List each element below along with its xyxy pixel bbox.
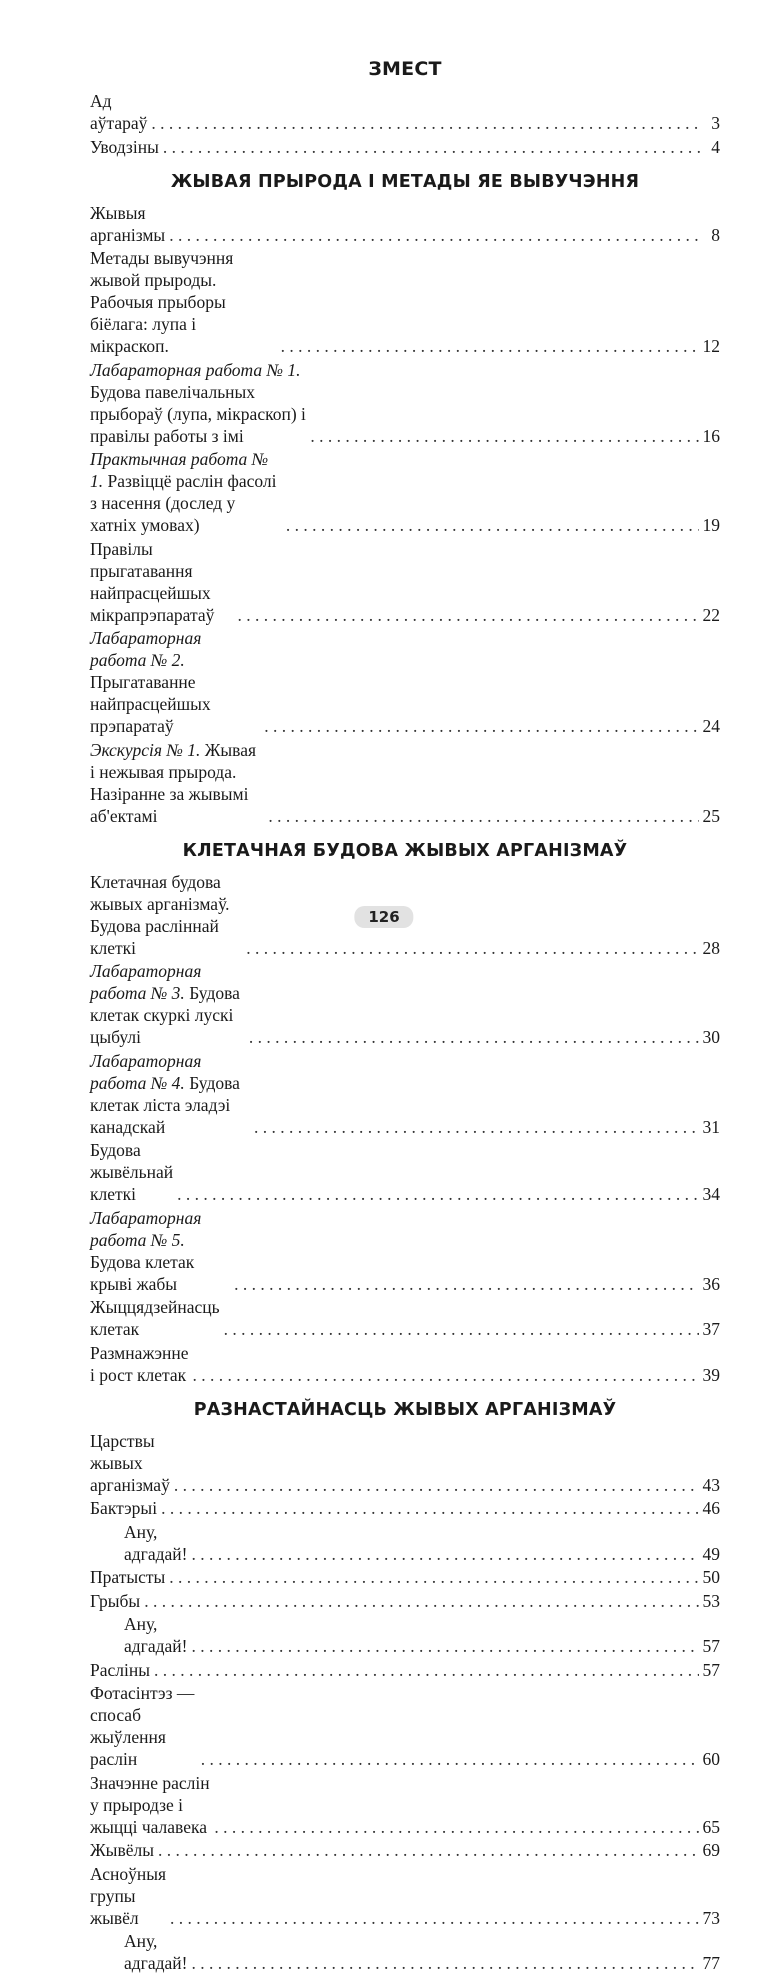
toc-entry-text: [124, 1613, 187, 1657]
dot-leader: [170, 1907, 698, 1929]
dot-leader: [286, 514, 699, 536]
toc-entry[interactable]: [90, 90, 720, 134]
dot-leader: [158, 1839, 699, 1861]
section-entry-list: [90, 871, 720, 1386]
dot-leader: [268, 805, 698, 827]
dot-leader: [161, 1497, 698, 1519]
toc-entry[interactable]: [90, 136, 720, 158]
toc-entry-title: Грыбы: [90, 1590, 141, 1611]
toc-entry-page: 57: [702, 1659, 720, 1680]
toc-entry-label: Лабараторная работа № 5.: [90, 1207, 202, 1250]
toc-entry[interactable]: [90, 1613, 720, 1657]
toc-entry-page: 39: [702, 1364, 720, 1385]
toc-entry-title: Будова павелічальных прыбораў (лупа, мікраскоп) і правілы работы з імі: [90, 381, 306, 446]
dot-leader: [154, 1659, 699, 1681]
dot-leader: [169, 224, 700, 246]
toc-entry[interactable]: [90, 1682, 720, 1770]
toc-entry-title: Размнажэнне і рост клетак: [90, 1342, 189, 1385]
toc-entry-title: Будова клетак ліста эладэі канадскай: [90, 1072, 240, 1137]
dot-leader: [310, 425, 698, 447]
toc-entry-page: 57: [702, 1636, 720, 1656]
toc-entry[interactable]: [90, 247, 720, 357]
toc-entry-page: 25: [702, 805, 720, 826]
toc-entry-text: [90, 247, 277, 357]
page-number-badge: 126: [354, 906, 413, 928]
toc-entry-page: 31: [702, 1116, 720, 1137]
toc-entry-page: 73: [702, 1907, 720, 1928]
toc-entry-title: Ану, адгадай!: [124, 1521, 188, 1564]
toc-entry[interactable]: [90, 739, 720, 827]
toc-entry-page: 28: [702, 937, 720, 958]
toc-entry-label: Практычная работа № 1.: [90, 449, 269, 491]
toc-entry-page: 8: [711, 224, 720, 245]
toc-entry-text: [90, 739, 264, 827]
toc-entry-text: Уводзіны: [90, 136, 159, 157]
toc-entry-title: Метады вывучэння жывой прыроды. Рабочыя прыборы біёлага: лупа і мікраскоп.: [90, 248, 234, 356]
toc-entry-label: Экскурсія № 1.: [90, 739, 201, 760]
toc-entry-title: Будова жывёльнай клеткі: [90, 1140, 174, 1204]
toc-entry-title: Бактэрыі: [90, 1498, 158, 1518]
toc-entry[interactable]: [90, 1839, 720, 1861]
toc-entry-page: 16: [702, 425, 720, 446]
toc-entry-page: 43: [702, 1474, 720, 1495]
toc-entry-text: [90, 1497, 157, 1519]
toc-entry-title: Ану, адгадай!: [124, 1614, 188, 1656]
toc-entry-text: [90, 1050, 250, 1138]
dot-leader: [191, 1635, 698, 1657]
toc-entry-page: 50: [702, 1567, 720, 1587]
toc-entry-text: [90, 448, 282, 536]
toc-entry-page: 34: [702, 1184, 720, 1204]
toc-entry-title: Клетачная будова жывых арганізмаў. Будова раслiннай клеткі: [90, 871, 230, 958]
toc-entry[interactable]: [90, 1497, 720, 1519]
toc-entry-text: [90, 1590, 140, 1612]
toc-entry-page: 36: [702, 1273, 720, 1294]
toc-entry[interactable]: [90, 202, 720, 246]
toc-entry[interactable]: [90, 627, 720, 737]
toc-entry-page: 37: [702, 1319, 720, 1339]
dot-leader: [234, 1273, 698, 1295]
toc-entry-text: [90, 1863, 166, 1929]
toc-entry-text: [124, 1930, 187, 1974]
toc-entry[interactable]: [90, 1930, 720, 1974]
dot-leader: [192, 1364, 698, 1386]
toc-entry[interactable]: [90, 1566, 720, 1588]
toc-entry-text: [90, 1566, 165, 1588]
toc-entry-text: [90, 1772, 210, 1838]
toc-entry-page: 46: [702, 1498, 720, 1518]
toc-entry[interactable]: [90, 1050, 720, 1138]
toc-entry-title: Фотасінтэз — спосаб жыўлення раслін: [90, 1683, 195, 1769]
dot-leader: [237, 604, 698, 626]
toc-entry-text: [90, 1659, 150, 1681]
toc-entry-title: Жыццядзейнасць клетак: [90, 1297, 220, 1339]
dot-leader: [281, 335, 699, 357]
toc-entry[interactable]: [90, 1659, 720, 1681]
toc-entry-text: [90, 1430, 170, 1496]
section-entry-list: [90, 202, 720, 827]
toc-entry[interactable]: [90, 359, 720, 447]
toc-entry-text: [90, 627, 260, 737]
toc-entry-page: 69: [702, 1840, 720, 1860]
toc-entry-title: Жывёлы: [90, 1840, 154, 1860]
toc-entry[interactable]: [90, 1207, 720, 1295]
dot-leader: [177, 1183, 698, 1205]
toc-entry-label: Лабараторная работа № 3.: [90, 961, 202, 1003]
dot-leader: [144, 1590, 698, 1612]
toc-entry[interactable]: [90, 960, 720, 1048]
dot-leader: [254, 1116, 698, 1138]
toc-entry-title: Жывыя арганізмы: [90, 202, 166, 245]
toc-entry[interactable]: [90, 1139, 720, 1205]
toc-entry-text: Ад аўтараў: [90, 91, 148, 133]
toc-entry-text: [90, 960, 245, 1048]
section-entry-list: [90, 1430, 720, 1975]
toc-entry[interactable]: [90, 1863, 720, 1929]
dot-leader: [214, 1816, 698, 1838]
toc-entry-text: [90, 538, 233, 626]
toc-entry[interactable]: [90, 1521, 720, 1565]
dot-leader: [151, 112, 700, 134]
toc-entry[interactable]: [90, 1296, 720, 1340]
dot-leader: [224, 1318, 699, 1340]
toc-entry[interactable]: [90, 448, 720, 536]
toc-entry[interactable]: [90, 1772, 720, 1838]
toc-entry-text: [90, 1839, 154, 1861]
toc-entry-page: 77: [702, 1953, 720, 1973]
toc-entry-text: [90, 202, 165, 246]
toc-entry-page: 19: [702, 515, 720, 535]
toc-entry-title: Пратысты: [90, 1567, 166, 1587]
dot-leader: [163, 136, 700, 158]
toc-entry[interactable]: [90, 1342, 720, 1386]
toc-entry-title: Асноўныя групы жывёл: [90, 1863, 167, 1928]
dot-leader: [191, 1952, 698, 1974]
toc-entry-title: Будова клетак скуркі лускі цыбулі: [90, 983, 240, 1047]
toc-entry-page: 4: [711, 136, 720, 157]
toc-entry-text: [90, 1207, 230, 1295]
dot-leader: [246, 937, 698, 959]
toc-entry-page: 30: [702, 1027, 720, 1047]
toc-entry-title: Прыгатаванне найпрасцейшых прэпаратаў: [90, 672, 211, 736]
toc-entry-page: 49: [702, 1543, 720, 1564]
toc-entry-title: Царствы жывых арганізмаў: [90, 1430, 170, 1495]
toc-entry-label: Лабараторная работа № 1.: [90, 359, 301, 380]
toc-entry-page: 22: [702, 604, 720, 625]
toc-entry-text: [90, 1342, 188, 1386]
toc-entry-page: 53: [702, 1590, 720, 1611]
toc-entry-page: 3: [711, 113, 720, 133]
toc-entry-label: Лабараторная работа № 4.: [90, 1050, 202, 1093]
toc-entry-text: [90, 1682, 197, 1770]
toc-entry-title: Развіццё раслін фасолі з насення (дослед у хатніх умовах): [90, 471, 277, 535]
toc-entry-title: Правілы прыгатавання найпрасцейшых мікрапрэпаратаў: [90, 538, 215, 625]
toc-entry[interactable]: [90, 1590, 720, 1612]
toc-entry-text: [90, 359, 306, 447]
toc-entry-page: 60: [702, 1749, 720, 1769]
toc-entry-text: [90, 1296, 220, 1340]
toc-entry-title: Ану, адгадай!: [124, 1931, 188, 1973]
toc-sections: [90, 172, 720, 1975]
toc-entry-page: 12: [702, 336, 720, 356]
toc-entry-text: [90, 1139, 173, 1205]
section-heading: РАЗНАСТАЙНАСЦЬ ЖЫВЫХ АРГАНІЗМАЎ: [193, 1399, 617, 1420]
section-heading: ЖЫВАЯ ПРЫРОДА І МЕТАДЫ ЯЕ ВЫВУЧЭННЯ: [170, 171, 640, 192]
dot-leader: [169, 1566, 698, 1588]
dot-leader: [264, 715, 698, 737]
dot-leader: [249, 1026, 699, 1048]
toc-entry-title: Будова клетак крыві жабы: [90, 1251, 195, 1294]
toc-entry-title: Жывая і нежывая прырода. Назіранне за жывымі аб'ектамі: [90, 739, 257, 826]
toc-entry-text: [124, 1521, 187, 1565]
toc-entry-title: Значэнне раслін у прыродзе і жыцці чалавека: [90, 1772, 210, 1837]
dot-leader: [174, 1474, 699, 1496]
section-heading: КЛЕТАЧНАЯ БУДОВА ЖЫВЫХ АРГАНІЗМАЎ: [182, 840, 628, 861]
toc-entry-text: [90, 871, 242, 959]
toc-entry[interactable]: [90, 1430, 720, 1496]
toc-entry-label: Лабараторная работа № 2.: [90, 628, 202, 670]
toc-entry-page: 65: [702, 1816, 720, 1837]
toc-entry-page: 24: [702, 716, 720, 736]
intro-list: [90, 90, 720, 158]
page-title: ЗМЕСТ: [368, 58, 442, 80]
toc-entry-title: Расліны: [90, 1659, 150, 1680]
dot-leader: [201, 1748, 699, 1770]
table-of-contents: [90, 52, 720, 1976]
toc-entry[interactable]: [90, 538, 720, 626]
dot-leader: [191, 1543, 698, 1565]
